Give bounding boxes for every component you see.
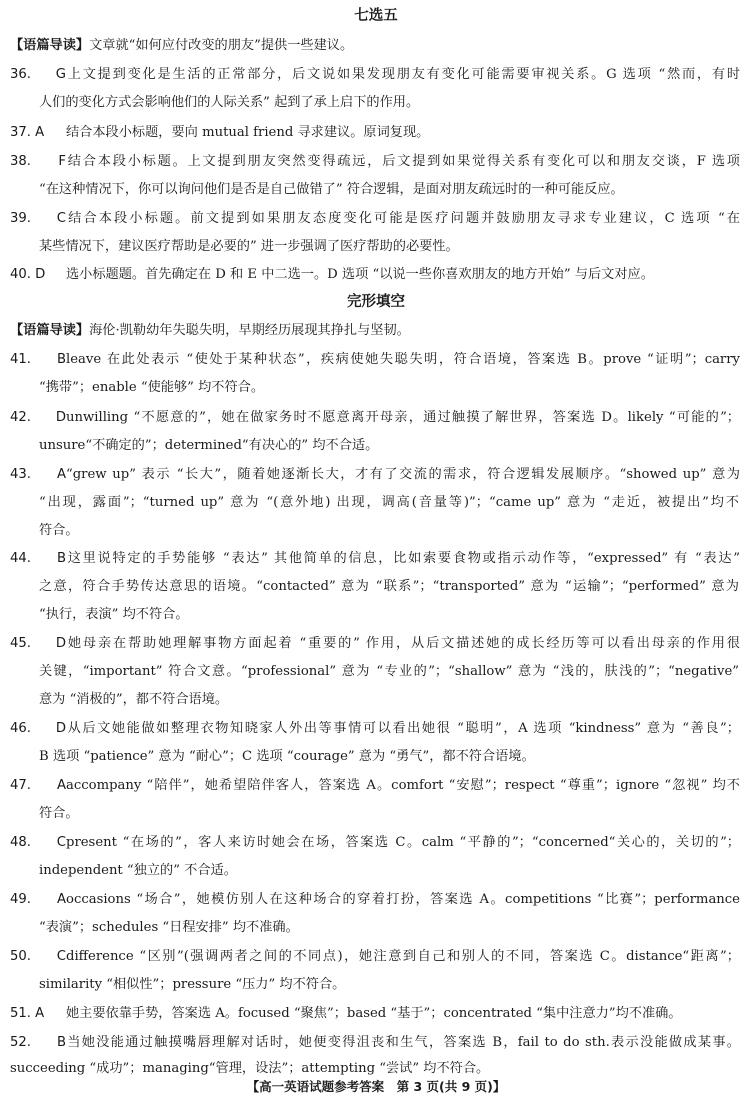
answer-49-cont: “表演”；schedules “日程安排” 均不准确。 xyxy=(39,920,299,935)
answer-51: 51. A 她主要依靠手势，答案选 A。focused “聚焦”；based “基于”；concentrated “集中注意力”均不准确。 xyxy=(10,1006,682,1021)
reading-guide-cloze: 【语篇导读】海伦·凯勒幼年失聪失明，早期经历展现其挣扎与坚韧。 xyxy=(10,323,410,338)
answer-46-cont: B 选项 “patience” 意为 “耐心”；C 选项 “courage” 意为 “勇气”，都不符合语境。 xyxy=(39,749,535,764)
answer-52-cont: succeeding “成功”；managing“管理，设法”；attempting “尝试” 均不符合。 xyxy=(10,1061,490,1076)
page-footer: 【高一英语试题参考答案 第 3 页(共 9 页)】 xyxy=(246,1079,506,1094)
answer-36: 36. G上文提到变化是生活的正常部分，后文说如果发现朋友有变化可能需要审视关系。G 选项 “然而，有时 xyxy=(10,67,740,82)
answer-52: 52. B当她没能通过触摸嘴唇理解对话时，她便变得沮丧和生气，答案选 B，fail to do sth.表示没能做成某事。 xyxy=(10,1035,740,1050)
answer-38-cont: “在这种情况下，你可以询问他们是否是自己做错了” 符合逻辑，是面对朋友疏远时的一种可能反应。 xyxy=(39,182,624,197)
answer-47: 47. Aaccompany “陪伴”，她希望陪伴客人，答案选 A。comfort “安慰”；respect “尊重”；ignore “忽视” 均不 xyxy=(10,778,740,793)
answer-45-cont: 关键，“important” 符合文意。“professional” 意为 “专业的”；“shallow” 意为 “浅的，肤浅的”；“negative” xyxy=(39,664,739,679)
answer-42-cont: unsure“不确定的”；determined“有决心的” 均不合适。 xyxy=(39,438,379,453)
answer-43-cont2: 符合。 xyxy=(39,523,79,538)
answer-50: 50. Cdifference “区别”(强调两者之间的不同点)，她注意到自己和别人的不同，答案选 C。distance“距离”； xyxy=(10,949,740,964)
answer-47-cont: 符合。 xyxy=(39,806,79,821)
answer-36-cont: 人们的变化方式会影响他们的人际关系” 起到了承上启下的作用。 xyxy=(39,95,420,110)
answer-48: 48. Cpresent “在场的”，客人来访时她会在场，答案选 C。calm “平静的”；“concerned“关心的，关切的”； xyxy=(10,835,740,850)
section-title-cloze: 完形填空 xyxy=(347,294,405,310)
answer-39-cont: 某些情况下，建议医疗帮助是必要的” 进一步强调了医疗帮助的必要性。 xyxy=(39,239,459,254)
answer-44: 44. B这里说特定的手势能够 “表达” 其他简单的信息，比如索要食物或指示动作等，“expressed” 有 “表达” xyxy=(10,551,740,566)
answer-42: 42. Dunwilling “不愿意的”，她在做家务时不愿意离开母亲，通过触摸了解世界，答案选 D。likely “可能的”； xyxy=(10,410,740,425)
answer-43-cont: “出现，露面”；“turned up” 意为 “(意外地) 出现，调高(音量等)”；“came up” 意为 “走近，被提出”均不 xyxy=(39,495,739,510)
answer-46: 46. D从后文她能做如整理衣物知晓家人外出等事情可以看出她很 “聪明”，A 选项 “kindness” 意为 “善良”； xyxy=(10,721,740,736)
answer-39: 39. C结合本段小标题。前文提到如果朋友态度变化可能是医疗问题并鼓励朋友寻求专业建议，C 选项 “在 xyxy=(10,211,740,226)
answer-49: 49. Aoccasions “场合”，她模仿别人在这种场合的穿着打扮，答案选 A。competitions “比赛”；performance xyxy=(10,892,740,907)
answer-48-cont: independent “独立的” 不合适。 xyxy=(39,863,237,878)
answer-43: 43. A“grew up” 表示 “长大”，随着她逐渐长大，才有了交流的需求，符合逻辑发展顺序。“showed up” 意为 xyxy=(10,467,740,482)
answer-44-cont: 之意，符合手势传达意思的语境。“contacted” 意为 “联系”；“transported” 意为 “运输”；“performed” 意为 xyxy=(39,579,739,594)
guide-text: 文章就“如何应付改变的朋友”提供一些建议。 xyxy=(89,38,354,53)
answer-45: 45. D她母亲在帮助她理解事物方面起着 “重要的” 作用，从后文描述她的成长经历等可以看出母亲的作用很 xyxy=(10,636,740,651)
answer-38: 38. F结合本段小标题。上文提到朋友突然变得疏远，后文提到如果觉得关系有变化可以和朋友交谈，F 选项 xyxy=(10,154,740,169)
answer-41: 41. Bleave 在此处表示 “使处于某种状态”，疾病使她失聪失明，符合语境，答案选 B。prove “证明”；carry xyxy=(10,352,740,367)
answer-50-cont: similarity “相似性”；pressure “压力” 均不符合。 xyxy=(39,977,346,992)
section-title-seven-choose-five: 七选五 xyxy=(354,8,398,24)
answer-41-cont: “携带”；enable “使能够” 均不符合。 xyxy=(39,380,265,395)
answer-37: 37. A 结合本段小标题，要向 mutual friend 寻求建议。原词复现。 xyxy=(10,125,430,140)
answer-44-cont2: “执行，表演” 均不符合。 xyxy=(39,607,189,622)
guide-tag: 【语篇导读】 xyxy=(10,38,90,53)
answer-45-cont2: 意为 “消极的”，都不符合语境。 xyxy=(39,692,229,707)
reading-guide xyxy=(10,37,740,55)
answer-40: 40. D 选小标题题。首先确定在 D 和 E 中二选一。D 选项 “以说一些你喜欢朋友的地方开始” 与后文对应。 xyxy=(10,267,654,282)
